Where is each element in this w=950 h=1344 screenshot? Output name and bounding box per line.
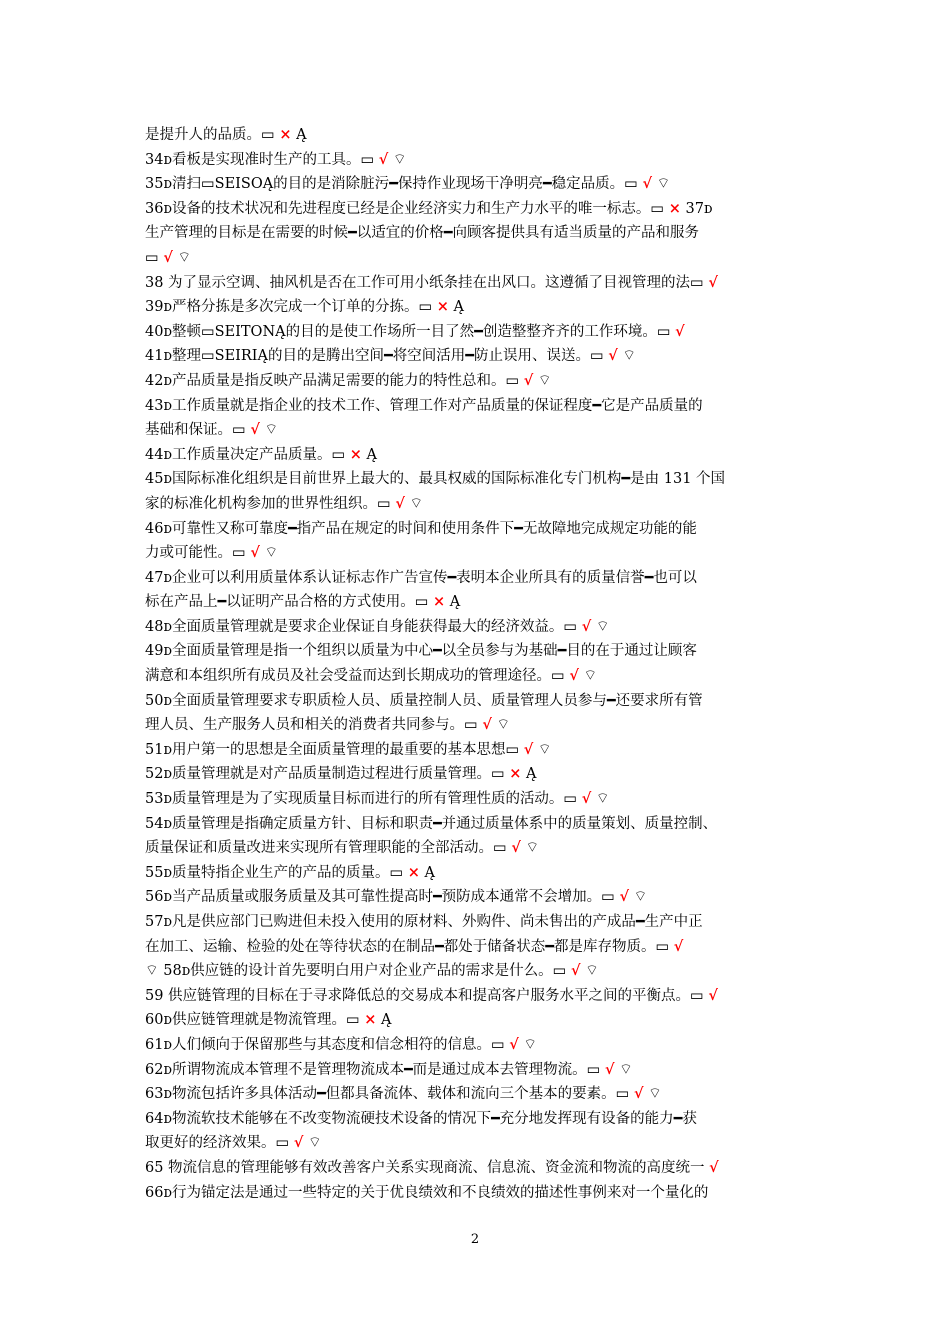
text-line: 35ᴅ清扫▭SEISOĄ的目的是消除脏污━保持作业现场干净明亮━稳定品质。▭ √ ⌔ — [145, 175, 671, 193]
check-mark-icon: √ — [250, 544, 260, 562]
text-line: 66ᴅ行为锚定法是通过一些特定的关于优良绩效和不良绩效的描述性事例来对一个量化的 — [145, 1184, 709, 1201]
text-line: 56ᴅ当产品质量或服务质量及其可靠性提高时━预防成本通常不会增加。▭ √ ⌔ — [145, 888, 648, 906]
text-line: 60ᴅ供应链管理就是物流管理。▭ × Ą — [145, 1011, 392, 1029]
text-line: 47ᴅ企业可以利用质量体系认证标志作广告宣传━表明本企业所具有的质量信誉━也可以 — [145, 569, 697, 586]
text-line: 49ᴅ全面质量管理是指一个组织以质量为中心━以全员参与为基础━目的在于通过让顾客 — [145, 643, 697, 660]
text-line: 力或可能性。▭ √ ⌔ — [145, 544, 279, 562]
text-line: 44ᴅ工作质量决定产品质量。▭ × Ą — [145, 445, 377, 463]
check-mark-icon: √ — [378, 150, 389, 168]
check-mark-icon: √ — [293, 1134, 304, 1152]
cross-mark-icon: × — [279, 126, 292, 143]
document-body — [145, 123, 825, 1205]
check-mark-icon: √ — [708, 986, 718, 1004]
text-line: 54ᴅ质量管理是指确定质量方针、目标和职责━并通过质量体系中的质量策划、质量控制、 — [145, 815, 718, 832]
text-line: 48ᴅ全面质量管理就是要求企业保证自身能获得最大的经济效益。▭ √ ⌔ — [145, 617, 610, 635]
text-line: 59 供应链管理的目标在于寻求降低总的交易成本和提高客户服务水平之间的平衡点。▭ √ — [145, 986, 718, 1004]
cross-mark-icon: × — [364, 1011, 377, 1029]
text-line: 45ᴅ国际标准化组织是目前世界上最大的、最具权威的国际标准化专门机构━是由 131 个国 — [145, 471, 726, 488]
check-mark-icon: √ — [633, 1085, 644, 1103]
cross-mark-icon: × — [349, 445, 362, 463]
text-line: 50ᴅ全面质量管理要求专职质检人员、质量控制人员、质量管理人员参与━还要求所有管 — [145, 692, 703, 709]
check-mark-icon: √ — [675, 322, 685, 340]
cross-mark-icon: × — [436, 298, 449, 316]
text-line: 满意和本组织所有成员及社会受益而达到长期成功的管理途径。▭ √ ⌔ — [145, 667, 598, 685]
text-line: 43ᴅ工作质量就是指企业的技术工作、管理工作对产品质量的保证程度━它是产品质量的 — [145, 397, 703, 414]
cross-mark-icon: × — [668, 199, 681, 217]
text-line: 理人员、生产服务人员和相关的消费者共同参与。▭ √ ⌔ — [145, 716, 511, 734]
check-mark-icon: √ — [604, 1060, 615, 1078]
text-line: 52ᴅ质量管理就是对产品质量制造过程进行质量管理。▭ × Ą — [145, 765, 537, 783]
text-line: 34ᴅ看板是实现准时生产的工具。▭ √ ⌔ — [145, 150, 407, 168]
text-line: 41ᴅ整理▭SEIRIĄ的目的是腾出空间━将空间活用━防止误用、误送。▭ √ ⌔ — [145, 347, 637, 365]
text-line: 在加工、运输、检验的处在等待状态的在制品━都处于储备状态━都是库存物质。▭ √ — [145, 937, 684, 955]
check-mark-icon: √ — [673, 937, 684, 955]
text-line: 40ᴅ整顿▭SEITONĄ的目的是使工作场所一目了然━创造整整齐齐的工作环境。▭ √ — [145, 322, 685, 340]
text-line: ▭ √ ⌔ — [145, 248, 192, 266]
text-line: ⌔ 58ᴅ供应链的设计首先要明白用户对企业产品的需求是什么。▭ √ ⌔ — [145, 962, 599, 980]
text-line: 39ᴅ严格分拣是多次完成一个订单的分拣。▭ × Ą — [145, 298, 464, 316]
text-line: 是提升人的品质。▭ × Ą — [145, 126, 307, 143]
check-mark-icon: √ — [523, 740, 534, 758]
check-mark-icon: √ — [608, 347, 618, 365]
check-mark-icon: √ — [250, 421, 260, 439]
text-line: 取更好的经济效果。▭ √ ⌔ — [145, 1134, 322, 1152]
text-line: 65 物流信息的管理能够有效改善客户关系实现商流、信息流、资金流和物流的高度统一 √ — [145, 1158, 719, 1176]
text-line: 生产管理的目标是在需要的时候━以适宜的价格━向顾客提供具有适当质量的产品和服务 — [145, 225, 699, 242]
check-mark-icon: √ — [509, 1035, 519, 1053]
check-mark-icon: √ — [708, 273, 718, 291]
text-line: 36ᴅ设备的技术状况和先进程度已经是企业经济实力和生产力水平的唯一标志。▭ × 37ᴅ — [145, 199, 713, 217]
cross-mark-icon: × — [509, 765, 522, 783]
text-line: 38 为了显示空调、抽风机是否在工作可用小纸条挂在出风口。这遵循了目视管理的法▭ √ — [145, 273, 718, 291]
check-mark-icon: √ — [581, 790, 592, 808]
check-mark-icon: √ — [619, 888, 630, 906]
text-line: 家的标准化机构参加的世界性组织。▭ √ ⌔ — [145, 494, 424, 512]
check-mark-icon: √ — [482, 716, 492, 734]
text-line: 63ᴅ物流包括许多具体活动━但都具备流体、载体和流向三个基本的要素。▭ √ ⌔ — [145, 1085, 662, 1103]
text-line: 53ᴅ质量管理是为了实现质量目标而进行的所有管理性质的活动。▭ √ ⌔ — [145, 790, 610, 808]
check-mark-icon: √ — [395, 494, 405, 512]
text-line: 51ᴅ用户第一的思想是全面质量管理的最重要的基本思想▭ √ ⌔ — [145, 740, 552, 758]
text-line: 基础和保证。▭ √ ⌔ — [145, 421, 279, 439]
cross-mark-icon: × — [407, 863, 420, 881]
text-line: 61ᴅ人们倾向于保留那些与其态度和信念相符的信息。▭ √ ⌔ — [145, 1035, 538, 1053]
check-mark-icon: √ — [709, 1158, 719, 1176]
check-mark-icon: √ — [523, 371, 534, 389]
check-mark-icon: √ — [642, 175, 652, 193]
cross-mark-icon: × — [433, 593, 446, 611]
text-line: 质量保证和质量改进来实现所有管理职能的全部活动。▭ √ ⌔ — [145, 839, 540, 857]
text-line: 55ᴅ质量特指企业生产的产品的质量。▭ × Ą — [145, 863, 435, 881]
text-line: 46ᴅ可靠性又称可靠度━指产品在规定的时间和使用条件下━无故障地完成规定功能的能 — [145, 520, 697, 537]
text-line: 57ᴅ凡是供应部门已购进但未投入使用的原材料、外购件、尚未售出的产成品━生产中正 — [145, 914, 703, 930]
check-mark-icon: √ — [569, 667, 579, 685]
page-number: 2 — [470, 1232, 480, 1247]
check-mark-icon: √ — [511, 839, 521, 857]
text-line: 62ᴅ所谓物流成本管理不是管理物流成本━而是通过成本去管理物流。▭ √ ⌔ — [145, 1060, 633, 1078]
text-line: 64ᴅ物流软技术能够在不改变物流硬技术设备的情况下━充分地发挥现有设备的能力━获 — [145, 1110, 697, 1127]
check-mark-icon: √ — [571, 962, 581, 980]
text-line: 42ᴅ产品质量是指反映产品满足需要的能力的特性总和。▭ √ ⌔ — [145, 371, 552, 389]
text-line: 标在产品上━以证明产品合格的方式使用。▭ × Ą — [145, 593, 461, 611]
check-mark-icon: √ — [581, 617, 592, 635]
check-mark-icon: √ — [163, 248, 173, 266]
